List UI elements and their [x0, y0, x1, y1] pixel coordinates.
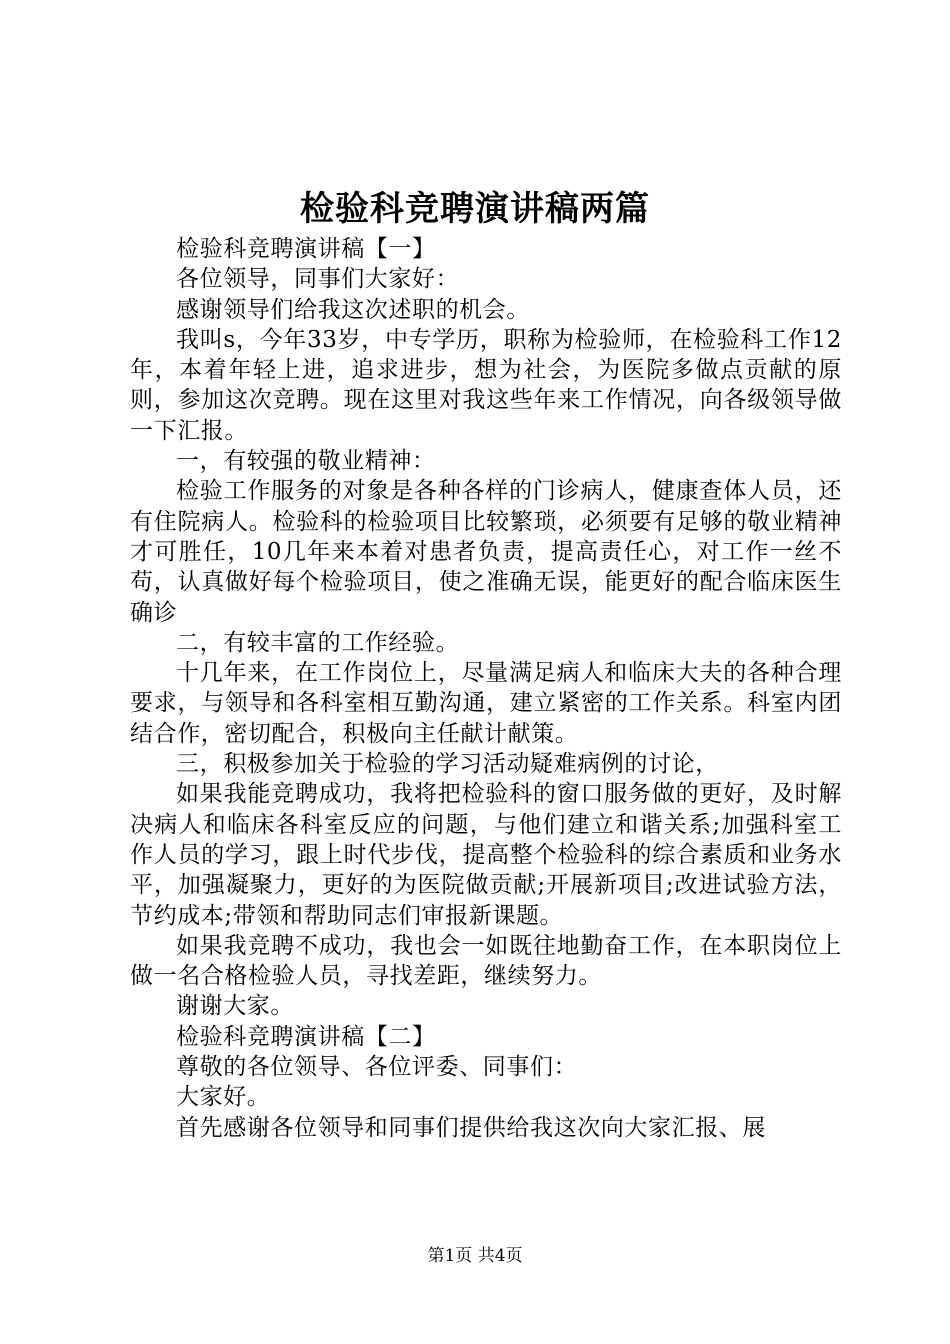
paragraph: 二，有较丰富的工作经验。	[176, 629, 460, 656]
paragraph: 感谢领导们给我这次述职的机会。	[176, 296, 530, 323]
paragraph: 三，积极参加关于检验的学习活动疑难病例的讨论，	[176, 751, 719, 778]
page-number-footer: 第1页 共4页	[427, 1246, 523, 1266]
paragraph: 如果我能竞聘成功，我将把检验科的窗口服务做的更好，及时解决病人和临床各科室反应的问题，与他们建立和谐关系;加强科室工作人员的学习，跟上时代步伐，提高整个检验科的综合素质和业务水平，加强凝聚力，更好的为医院做贡献;开展新项目;改进试验方法，节约成本;带领和帮助同志们审报新课题。	[130, 781, 842, 929]
paragraph: 如果我竞聘不成功，我也会一如既往地勤奋工作，在本职岗位上做一名合格检验人员，寻找差距，继续努力。	[130, 932, 842, 990]
paragraph: 尊敬的各位领导、各位评委、同事们：	[176, 1054, 578, 1081]
paragraph: 首先感谢各位领导和同事们提供给我这次向大家汇报、展	[176, 1114, 766, 1141]
paragraph: 大家好。	[176, 1084, 271, 1111]
paragraph: 谢谢大家。	[176, 993, 294, 1020]
paragraph: 检验科竞聘演讲稿【一】	[176, 236, 436, 262]
paragraph: 检验科竞聘演讲稿【二】	[176, 1023, 436, 1050]
paragraph: 各位领导，同事们大家好：	[176, 266, 460, 293]
document-body	[130, 234, 842, 1143]
paragraph: 一，有较强的敬业精神：	[176, 448, 436, 475]
paragraph: 我叫s，今年33岁，中专学历，职称为检验师，在检验科工作12年，本着年轻上进，追求进步，想为社会，为医院多做点贡献的原则，参加这次竞聘。现在这里对我这些年来工作情况，向各级领导做一下汇报。	[130, 326, 842, 444]
paragraph: 十几年来，在工作岗位上，尽量满足病人和临床大夫的各种合理要求，与领导和各科室相互勤沟通，建立紧密的工作关系。科室内团结合作，密切配合，积极向主任献计献策。	[130, 660, 842, 747]
paragraph: 检验工作服务的对象是各种各样的门诊病人，健康查体人员，还有住院病人。检验科的检验项目比较繁琐，必须要有足够的敬业精神才可胜任，10几年来本着对患者负责，提高责任心，对工作一丝不苟，认真做好每个检验项目，使之准确无误，能更好的配合临床医生确诊	[130, 478, 842, 626]
document-title: 检验科竞聘演讲稿两篇	[300, 189, 650, 229]
